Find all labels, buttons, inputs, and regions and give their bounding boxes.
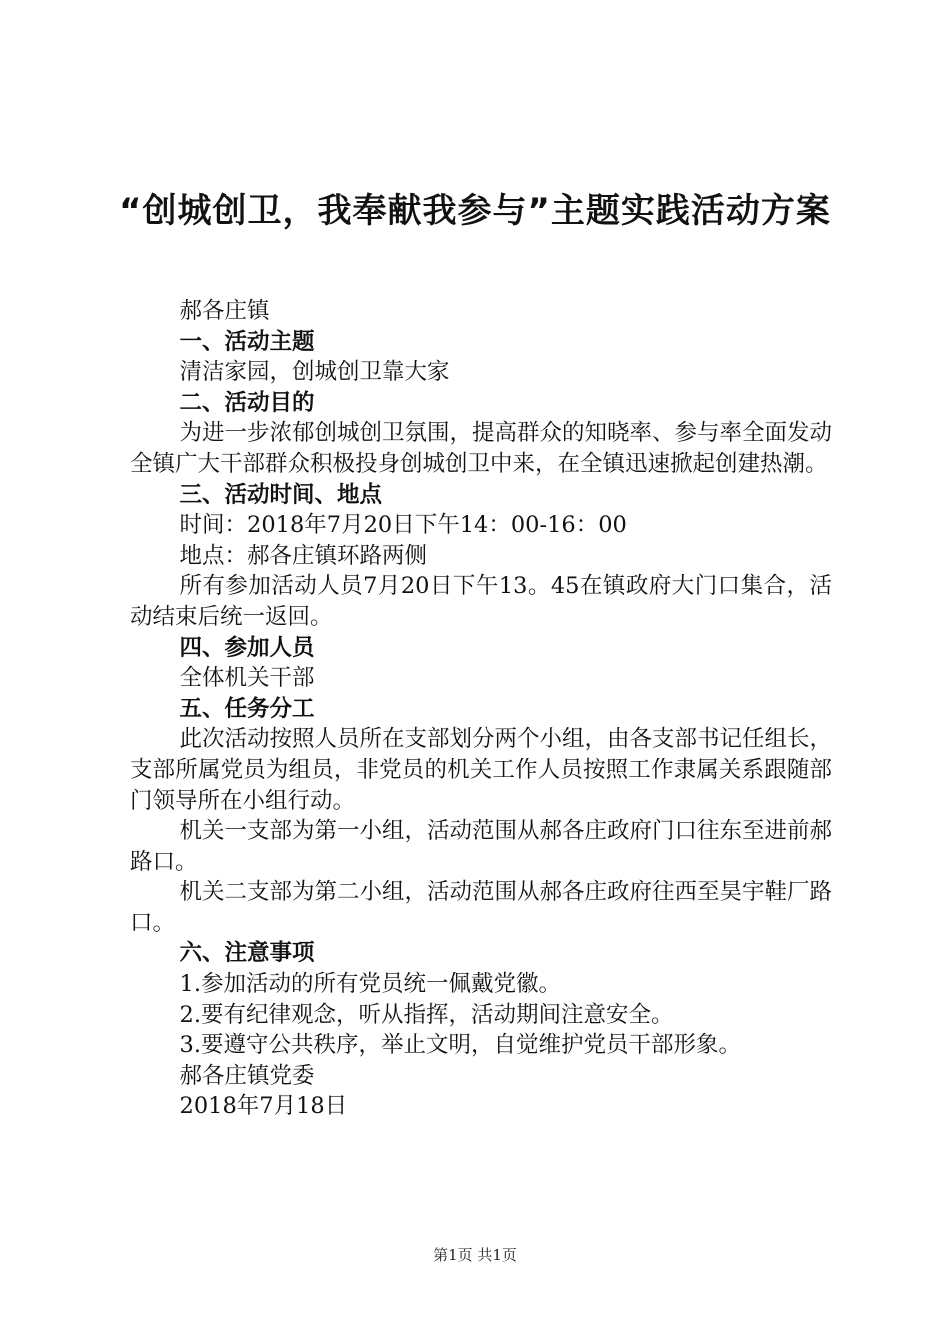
section-paragraph: 此次活动按照人员所在支部划分两个小组，由各支部书记任组长，支部所属党员为组员，非党员的机关工作人员按照工作隶属关系跟随部门领导所在小组行动。: [130, 726, 833, 814]
page-number-footer: 第1页 共1页: [433, 1246, 517, 1264]
section-paragraph: 1.参加活动的所有党员统一佩戴党徽。: [179, 971, 561, 998]
section-paragraph: 2.要有纪律观念，听从指挥，活动期间注意安全。: [179, 1001, 674, 1028]
section-paragraph: 清洁家园，创城创卫靠大家: [179, 359, 450, 386]
section-paragraph: 全体机关干部: [179, 665, 315, 692]
section-heading-purpose: 二、活动目的: [179, 389, 315, 416]
section-paragraph: 机关二支部为第二小组，活动范围从郝各庄政府往西至昊宇鞋厂路口。: [130, 879, 833, 936]
document-title: “创城创卫，我奉献我参与”主题实践活动方案: [119, 191, 831, 231]
signature: 郝各庄镇党委: [179, 1062, 315, 1089]
section-paragraph: 为进一步浓郁创城创卫氛围，提高群众的知晓率、参与率全面发动全镇广大干部群众积极投身创城创卫中来，在全镇迅速掀起创建热潮。: [130, 420, 833, 477]
section-paragraph: 机关一支部为第一小组，活动范围从郝各庄政府门口往东至进前郝路口。: [130, 818, 833, 875]
document-date: 2018年7月18日: [179, 1093, 348, 1120]
section-paragraph: 所有参加活动人员7月20日下午13。45在镇政府大门口集合，活动结束后统一返回。: [130, 573, 832, 630]
section-paragraph: 时间：2018年7月20日下午14：00-16：00: [179, 512, 627, 539]
section-heading-participants: 四、参加人员: [179, 634, 315, 661]
section-heading-tasks: 五、任务分工: [179, 695, 315, 722]
section-heading-notes: 六、注意事项: [179, 940, 315, 967]
section-heading-time-place: 三、活动时间、地点: [179, 481, 383, 508]
section-paragraph: 地点：郝各庄镇环路两侧: [179, 542, 428, 569]
section-paragraph: 3.要遵守公共秩序，举止文明，自觉维护党员干部形象。: [179, 1032, 741, 1059]
organization-name: 郝各庄镇: [179, 298, 270, 324]
document-body: [130, 296, 832, 1122]
section-heading-theme: 一、活动主题: [179, 328, 315, 355]
